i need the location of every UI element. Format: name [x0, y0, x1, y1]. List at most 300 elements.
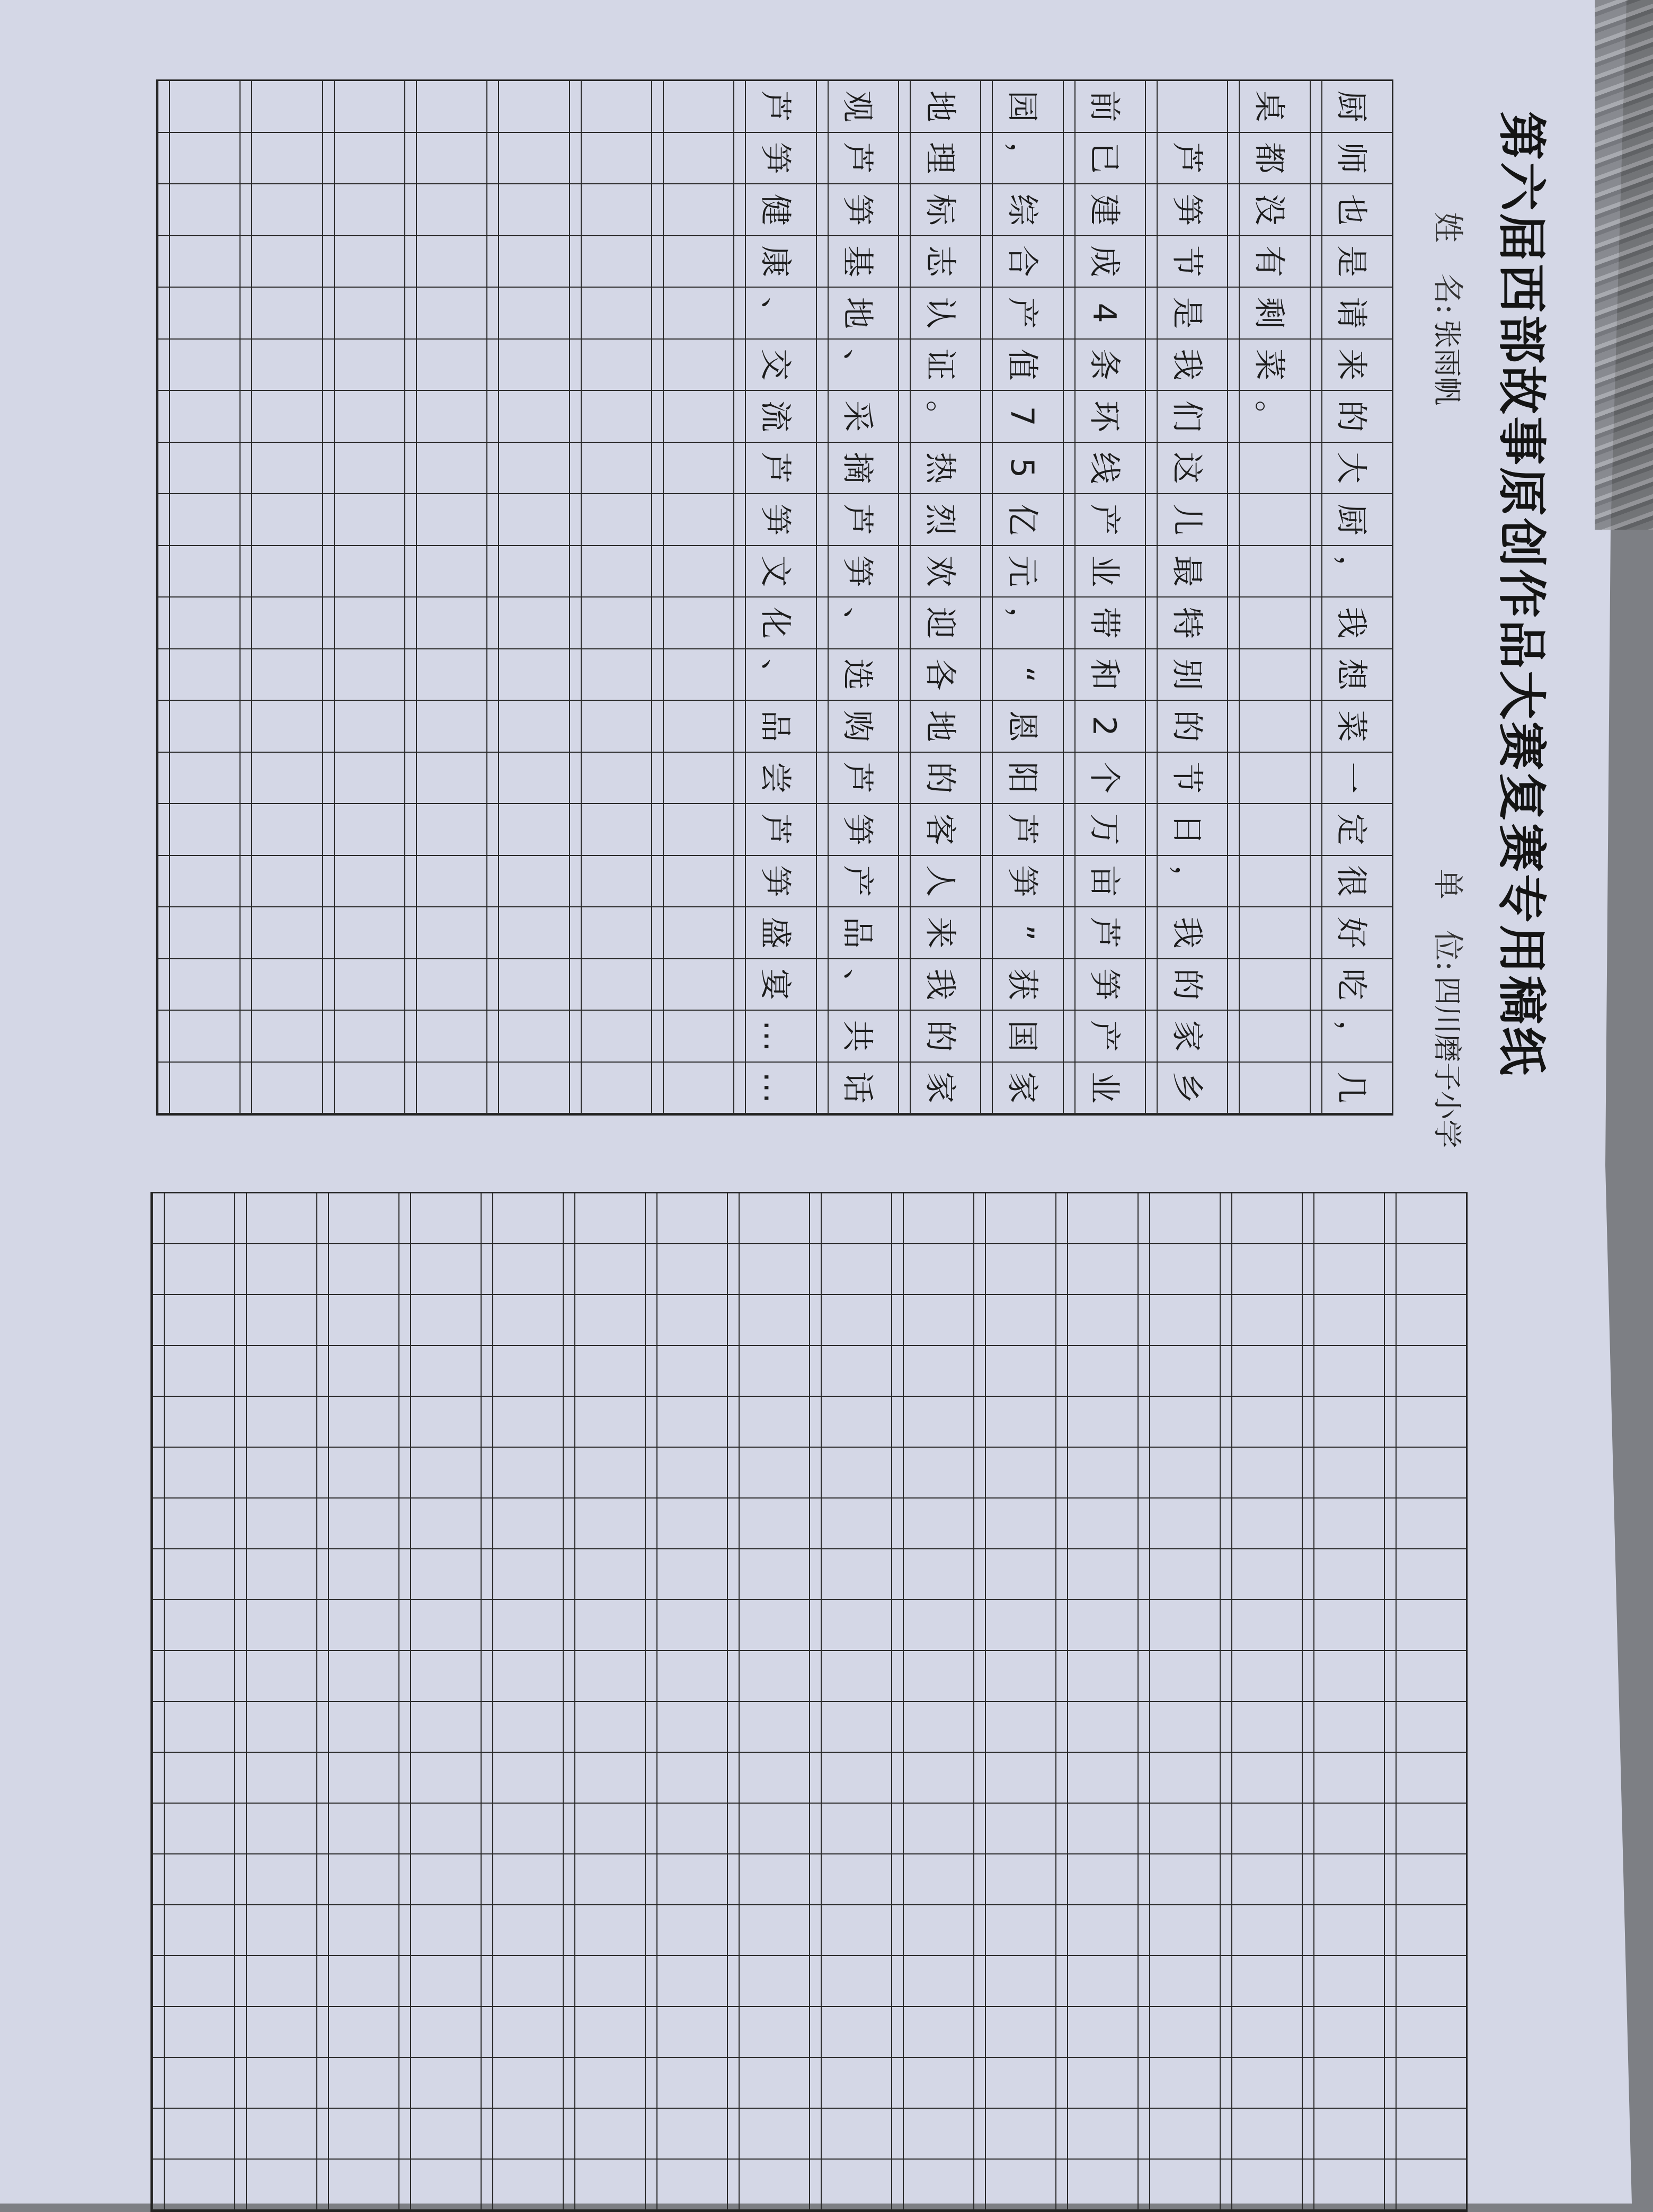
grid-cell	[1220, 1956, 1302, 2007]
grid-cell	[891, 2058, 973, 2109]
grid-cell: 家	[1145, 1011, 1227, 1063]
grid-cell	[157, 340, 239, 391]
grid-cell	[398, 1753, 481, 1804]
grid-cell	[569, 443, 651, 495]
grid-cell	[1055, 1499, 1137, 1549]
grid-cell	[316, 1549, 398, 1600]
grid-cell	[239, 701, 322, 753]
grid-cell: 、	[733, 649, 815, 701]
grid-cell	[563, 1244, 645, 1295]
grid-cell	[651, 701, 733, 753]
grid-cell	[152, 1753, 234, 1804]
grid-cell	[1055, 2160, 1137, 2210]
grid-cell	[1137, 1244, 1220, 1295]
grid-cell	[651, 236, 733, 288]
grid-cell	[809, 1549, 891, 1600]
grid-cell	[1055, 1905, 1137, 1956]
grid-cell	[152, 1854, 234, 1905]
grid-cell	[398, 2007, 481, 2058]
grid-cell: ，	[1310, 1011, 1392, 1063]
grid-cell	[645, 1499, 727, 1549]
grid-cell	[727, 1651, 809, 1702]
grid-cell	[322, 288, 404, 340]
grid-cell: 来	[1310, 340, 1392, 391]
grid-cell	[486, 1011, 568, 1063]
grid-cell	[973, 1499, 1055, 1549]
grid-cell: 也	[1310, 184, 1392, 236]
grid-cell: 笋	[1063, 959, 1145, 1011]
grid-cell	[645, 1651, 727, 1702]
grid-cell: 别	[1145, 649, 1227, 701]
grid-cell: 。	[1227, 391, 1309, 443]
grid-cell: 、	[733, 288, 815, 340]
grid-cell	[569, 133, 651, 185]
grid-cell	[157, 391, 239, 443]
grid-cell	[398, 1397, 481, 1448]
grid-cell: 吃	[1310, 959, 1392, 1011]
grid-cell	[152, 1702, 234, 1753]
grid-cell: 健	[733, 184, 815, 236]
grid-cell	[1145, 81, 1227, 133]
grid-cell	[569, 391, 651, 443]
grid-cell	[481, 1244, 563, 1295]
grid-cell	[157, 236, 239, 288]
grid-cell: 儿	[1145, 494, 1227, 546]
grid-cell: …	[733, 1011, 815, 1063]
grid-cell	[481, 2007, 563, 2058]
grid-cell: 流	[733, 391, 815, 443]
grid-cell: 想	[1310, 649, 1392, 701]
grid-cell	[651, 1063, 733, 1114]
grid-cell	[809, 1193, 891, 1244]
grid-cell: 几	[1310, 1063, 1392, 1114]
grid-cell	[1137, 1956, 1220, 2007]
grid-cell	[569, 907, 651, 959]
grid-cell	[152, 1244, 234, 1295]
grid-cell	[651, 494, 733, 546]
grid-cell	[481, 1956, 563, 2007]
grid-cell	[398, 1905, 481, 1956]
grid-cell: 宴	[733, 959, 815, 1011]
grid-cell	[645, 1753, 727, 1804]
grid-cell	[1055, 1804, 1137, 1854]
grid-cell	[569, 494, 651, 546]
grid-cell: 节	[1145, 753, 1227, 805]
grid-cell: 认	[898, 288, 980, 340]
grid-cell	[1055, 1244, 1137, 1295]
grid-cell: 笋	[733, 133, 815, 185]
grid-cell	[645, 1193, 727, 1244]
grid-cell: 笋	[980, 856, 1062, 908]
grid-cell	[481, 1397, 563, 1448]
grid-cell	[316, 1854, 398, 1905]
grid-cell	[1055, 1448, 1137, 1499]
grid-cell	[727, 1244, 809, 1295]
grid-cell	[1220, 1651, 1302, 1702]
grid-cell	[1220, 1295, 1302, 1346]
grid-cell	[398, 1956, 481, 2007]
grid-cell: 建	[1063, 184, 1145, 236]
grid-cell	[645, 1854, 727, 1905]
grid-cell	[316, 2058, 398, 2109]
grid-cell	[1384, 1295, 1466, 1346]
grid-cell: 笋	[733, 856, 815, 908]
grid-cell	[891, 1549, 973, 1600]
grid-cell	[316, 2160, 398, 2210]
grid-cell	[891, 1346, 973, 1397]
grid-cell	[157, 1063, 239, 1114]
grid-cell	[569, 597, 651, 649]
grid-cell	[891, 1651, 973, 1702]
grid-cell	[404, 907, 486, 959]
grid-cell: 带	[1063, 597, 1145, 649]
grid-cell	[1220, 1193, 1302, 1244]
grid-cell	[316, 2109, 398, 2160]
grid-cell	[1384, 1193, 1466, 1244]
grid-cell	[1055, 1549, 1137, 1600]
grid-cell	[322, 81, 404, 133]
grid-cell	[1220, 2160, 1302, 2210]
grid-cell	[973, 1193, 1055, 1244]
grid-cell: 线	[1063, 443, 1145, 495]
grid-cell	[1137, 1702, 1220, 1753]
grid-cell	[486, 701, 568, 753]
grid-cell	[481, 1193, 563, 1244]
grid-cell	[239, 753, 322, 805]
grid-cell	[651, 184, 733, 236]
grid-cell	[1227, 597, 1309, 649]
grid-cell	[152, 1600, 234, 1651]
grid-cell	[404, 701, 486, 753]
grid-cell: 最	[1145, 546, 1227, 598]
grid-cell: 我	[1310, 597, 1392, 649]
grid-cell: 的	[1145, 959, 1227, 1011]
grid-cell	[1137, 1346, 1220, 1397]
grid-cell	[645, 1804, 727, 1854]
grid-cell	[486, 907, 568, 959]
grid-cell	[322, 907, 404, 959]
grid-cell	[569, 1063, 651, 1114]
grid-cell	[316, 1499, 398, 1549]
grid-cell	[1302, 1702, 1384, 1753]
grid-cell	[1220, 1397, 1302, 1448]
grid-cell	[1220, 2109, 1302, 2160]
grid-cell: 芦	[733, 443, 815, 495]
grid-cell	[481, 1346, 563, 1397]
grid-cell: 芦	[1145, 133, 1227, 185]
grid-cell	[234, 1804, 316, 1854]
grid-cell	[973, 1905, 1055, 1956]
grid-cell	[1220, 1854, 1302, 1905]
grid-cell: 地	[898, 701, 980, 753]
grid-cell: 恩	[980, 701, 1062, 753]
grid-cell: 笋	[1145, 184, 1227, 236]
grid-cell	[1302, 1854, 1384, 1905]
grid-cell: 大	[1310, 443, 1392, 495]
grid-cell	[563, 1702, 645, 1753]
grid-cell	[563, 1499, 645, 1549]
grid-cell	[973, 2160, 1055, 2210]
grid-cell	[234, 1753, 316, 1804]
grid-cell	[316, 1600, 398, 1651]
grid-cell	[234, 1346, 316, 1397]
name-label: 姓 名:	[1430, 212, 1466, 315]
grid-cell	[1137, 1753, 1220, 1804]
grid-cell	[1384, 1702, 1466, 1753]
grid-cell	[1227, 701, 1309, 753]
grid-cell	[1384, 1600, 1466, 1651]
grid-cell	[481, 1905, 563, 1956]
grid-cell	[1302, 1753, 1384, 1804]
grid-cell	[1384, 1244, 1466, 1295]
unit-value: 四川磨子小学	[1430, 976, 1464, 1148]
grid-cell: 前	[1063, 81, 1145, 133]
grid-cell: 成	[1063, 236, 1145, 288]
grid-cell	[891, 1753, 973, 1804]
grid-cell	[1220, 1499, 1302, 1549]
grid-cell	[404, 546, 486, 598]
grid-cell	[1227, 959, 1309, 1011]
grid-cell	[234, 1397, 316, 1448]
grid-cell: 我	[1145, 340, 1227, 391]
grid-cell	[486, 856, 568, 908]
grid-cell: 话	[816, 1063, 898, 1114]
grid-cell	[152, 1956, 234, 2007]
grid-cell	[486, 649, 568, 701]
grid-cell	[234, 1448, 316, 1499]
grid-cell	[645, 1600, 727, 1651]
grid-cell: 业	[1063, 546, 1145, 598]
grid-cell	[651, 597, 733, 649]
grid-cell: 文	[733, 546, 815, 598]
grid-cell: 芦	[733, 81, 815, 133]
grid-cell	[316, 1702, 398, 1753]
grid-cell	[569, 288, 651, 340]
grid-cell	[809, 1854, 891, 1905]
grid-cell: 阳	[980, 753, 1062, 805]
grid-cell	[486, 1063, 568, 1114]
grid-cell	[404, 288, 486, 340]
grid-cell: 乡	[1145, 1063, 1227, 1114]
grid-cell: 、	[816, 340, 898, 391]
grid-cell	[563, 1193, 645, 1244]
grid-cell: 地	[816, 288, 898, 340]
grid-cell	[239, 649, 322, 701]
grid-cell: “	[980, 649, 1062, 701]
grid-cell	[1302, 1295, 1384, 1346]
grid-cell	[569, 340, 651, 391]
grid-cell	[727, 1753, 809, 1804]
grid-cell	[322, 597, 404, 649]
grid-cell	[973, 2058, 1055, 2109]
grid-cell	[727, 1956, 809, 2007]
grid-cell: 芦	[816, 133, 898, 185]
grid-cell	[1384, 2109, 1466, 2160]
grid-cell	[239, 1063, 322, 1114]
grid-cell: 证	[898, 340, 980, 391]
grid-cell: 节	[1145, 236, 1227, 288]
grid-cell	[645, 2058, 727, 2109]
grid-cell	[481, 1702, 563, 1753]
grid-cell	[1302, 1193, 1384, 1244]
grid-cell	[645, 1244, 727, 1295]
grid-cell	[486, 391, 568, 443]
grid-cell	[1302, 1600, 1384, 1651]
grid-cell: 摘	[816, 443, 898, 495]
grid-cell	[651, 546, 733, 598]
manuscript-grid-left	[156, 79, 1393, 1116]
grid-cell	[891, 1956, 973, 2007]
grid-cell	[563, 1448, 645, 1499]
grid-cell	[563, 1854, 645, 1905]
grid-cell	[404, 856, 486, 908]
grid-cell	[645, 2109, 727, 2160]
grid-cell: 5	[980, 443, 1062, 495]
grid-cell	[973, 1295, 1055, 1346]
grid-cell	[727, 1804, 809, 1854]
grid-cell	[563, 2058, 645, 2109]
grid-cell: 我	[1145, 907, 1227, 959]
grid-cell	[234, 2007, 316, 2058]
grid-cell	[1137, 1397, 1220, 1448]
grid-cell	[1137, 1499, 1220, 1549]
grid-cell	[481, 1499, 563, 1549]
grid-cell	[404, 184, 486, 236]
grid-cell: 2	[1063, 701, 1145, 753]
grid-cell: 没	[1227, 184, 1309, 236]
grid-cell	[569, 959, 651, 1011]
grid-cell	[152, 2160, 234, 2210]
grid-cell	[727, 1702, 809, 1753]
grid-cell: …	[733, 1063, 815, 1114]
grid-cell: 品	[816, 907, 898, 959]
grid-cell: 是	[1310, 236, 1392, 288]
grid-cell	[1137, 2007, 1220, 2058]
grid-cell	[973, 2109, 1055, 2160]
grid-cell	[1220, 1753, 1302, 1804]
grid-cell	[891, 2109, 973, 2160]
grid-cell: 共	[816, 1011, 898, 1063]
grid-cell	[1220, 1702, 1302, 1753]
grid-cell	[1137, 2058, 1220, 2109]
grid-cell	[1137, 2109, 1220, 2160]
grid-cell	[1384, 1804, 1466, 1854]
grid-cell	[1302, 1905, 1384, 1956]
grid-cell	[404, 649, 486, 701]
grid-cell	[1220, 1244, 1302, 1295]
grid-cell	[645, 1905, 727, 1956]
grid-cell	[322, 443, 404, 495]
grid-cell	[569, 81, 651, 133]
grid-cell	[1137, 1193, 1220, 1244]
unit-label: 单 位:	[1430, 869, 1466, 971]
grid-cell	[1220, 1346, 1302, 1397]
grid-cell	[1055, 1295, 1137, 1346]
grid-cell	[322, 1011, 404, 1063]
grid-cell	[891, 1905, 973, 1956]
grid-cell	[891, 1397, 973, 1448]
grid-cell	[1137, 1804, 1220, 1854]
grid-cell	[316, 1193, 398, 1244]
grid-cell	[1137, 1600, 1220, 1651]
grid-cell	[973, 1753, 1055, 1804]
grid-cell	[809, 1295, 891, 1346]
grid-cell	[973, 1244, 1055, 1295]
grid-cell	[569, 753, 651, 805]
grid-cell	[651, 340, 733, 391]
grid-cell	[481, 2109, 563, 2160]
grid-cell	[322, 340, 404, 391]
grid-cell	[157, 443, 239, 495]
grid-cell	[157, 856, 239, 908]
grid-cell	[486, 546, 568, 598]
grid-cell: 选	[816, 649, 898, 701]
grid-cell: 国	[980, 1011, 1062, 1063]
grid-cell: 亿	[980, 494, 1062, 546]
grid-cell	[481, 2160, 563, 2210]
grid-cell	[1302, 2109, 1384, 2160]
grid-cell	[398, 1651, 481, 1702]
grid-cell	[1302, 2007, 1384, 2058]
grid-cell: 产	[1063, 494, 1145, 546]
grid-cell	[486, 753, 568, 805]
grid-cell	[239, 597, 322, 649]
grid-cell: 值	[980, 340, 1062, 391]
grid-cell: 芦	[733, 804, 815, 856]
grid-cell	[563, 1295, 645, 1346]
grid-cell	[404, 133, 486, 185]
grid-cell	[727, 1549, 809, 1600]
grid-cell: 元	[980, 546, 1062, 598]
grid-cell	[157, 546, 239, 598]
grid-cell: 日	[1145, 804, 1227, 856]
grid-cell	[234, 1956, 316, 2007]
grid-cell	[727, 2160, 809, 2210]
grid-cell: 芦	[1063, 907, 1145, 959]
grid-cell	[1384, 1346, 1466, 1397]
grid-cell	[152, 1397, 234, 1448]
grid-cell	[157, 288, 239, 340]
grid-cell	[809, 2109, 891, 2160]
grid-cell	[645, 2160, 727, 2210]
grid-cell	[645, 1346, 727, 1397]
grid-cell	[322, 701, 404, 753]
grid-cell	[727, 1193, 809, 1244]
grid-cell: 都	[1227, 133, 1309, 185]
grid-cell	[316, 1448, 398, 1499]
grid-cell	[651, 959, 733, 1011]
grid-cell: 标	[898, 184, 980, 236]
grid-cell	[973, 1397, 1055, 1448]
grid-cell: 尝	[733, 753, 815, 805]
grid-cell	[1384, 1397, 1466, 1448]
grid-cell: 、	[816, 959, 898, 1011]
grid-cell: 采	[816, 391, 898, 443]
grid-cell	[809, 1905, 891, 1956]
grid-cell	[234, 1244, 316, 1295]
grid-cell	[239, 288, 322, 340]
grid-cell	[651, 856, 733, 908]
grid-cell	[157, 753, 239, 805]
grid-cell: 地	[898, 81, 980, 133]
grid-cell	[563, 2007, 645, 2058]
grid-cell	[398, 1702, 481, 1753]
grid-cell	[239, 856, 322, 908]
grid-cell	[239, 391, 322, 443]
grid-cell	[486, 494, 568, 546]
grid-cell	[239, 443, 322, 495]
grid-cell	[398, 1600, 481, 1651]
